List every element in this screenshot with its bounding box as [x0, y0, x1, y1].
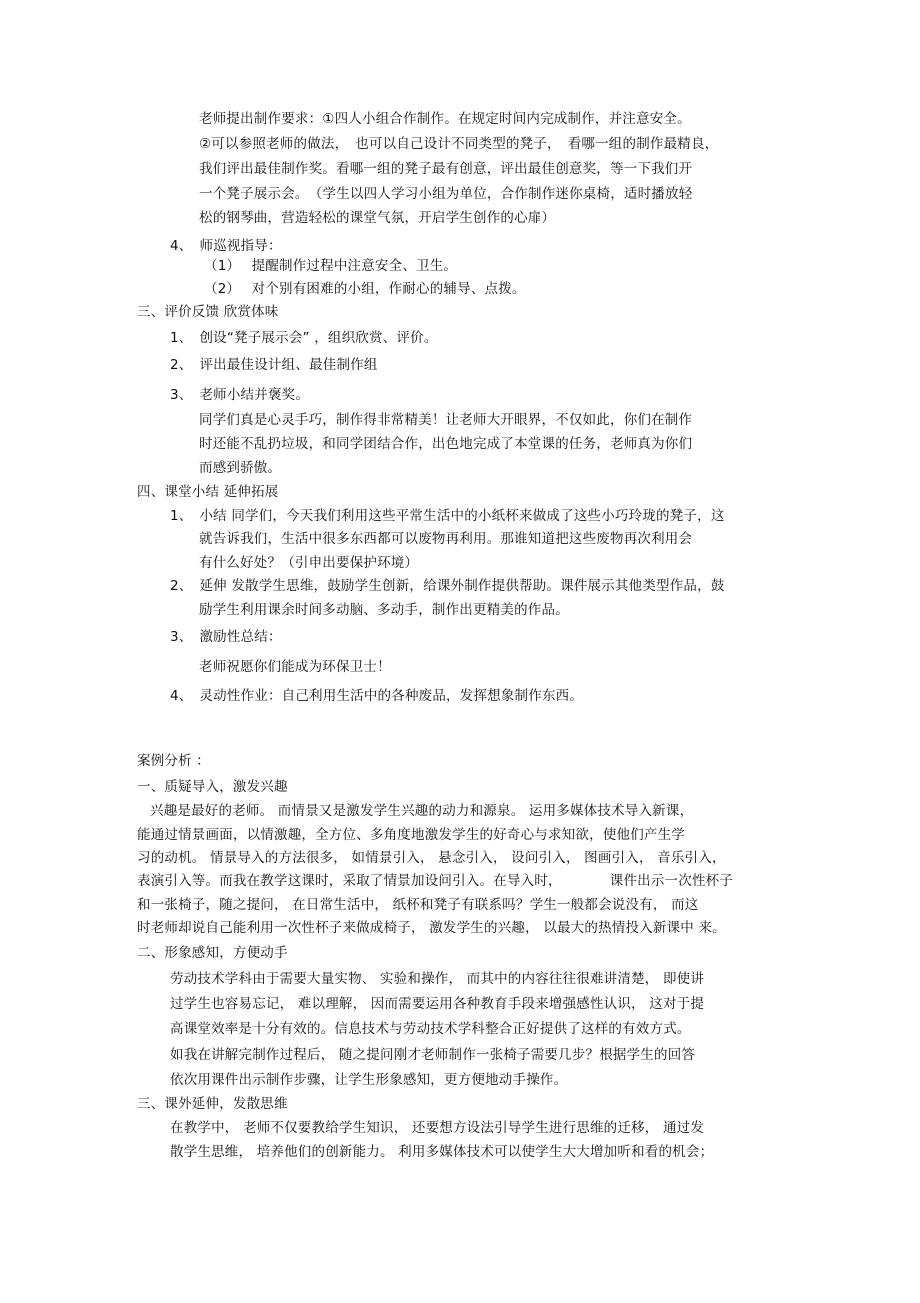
- text-line: 依次用课件出示制作步骤，让学生形象感知，更方便地动手操作。: [170, 1072, 568, 1088]
- text-line: ②可以参照老师的做法， 也可以自己设计不同类型的凳子， 看哪一组的制作最精良，: [199, 136, 719, 152]
- list-item: 2、 评出最佳设计组、最佳制作组: [170, 357, 378, 373]
- list-item: 3、 老师小结并褒奖。: [170, 387, 310, 403]
- text-line: 时还能不乱扔垃圾，和同学团结合作，出色地完成了本堂课的任务，老师真为你们: [199, 436, 693, 452]
- section-heading: 案例分析 ：: [137, 753, 210, 769]
- text-line: 有什么好处？（引申出要保护环境）: [199, 555, 419, 571]
- list-item: （1） 提醒制作过程中注意安全、卫生。: [204, 258, 458, 274]
- section-heading: 二、形象感知，方便动手: [137, 945, 288, 961]
- text-line: 励学生利用课余时间多动脑、多动手，制作出更精美的作品。: [199, 602, 569, 618]
- text-line: 就告诉我们，生活中很多东西都可以废物再利用。那谁知道把这些废物再次利用会: [199, 531, 693, 547]
- text-line: 在教学中， 老师不仅要教给学生知识， 还要想方设法引导学生进行思维的迁移， 通过发: [170, 1120, 705, 1136]
- text-line: 劳动技术学科由于需要大量实物、 实验和操作， 而其中的内容往往很难讲清楚， 即使讲: [170, 971, 705, 987]
- text-line: 散学生思维， 培养他们的创新能力。 利用多媒体技术可以使学生大大增加听和看的机会；: [170, 1144, 714, 1160]
- text-line: 老师提出制作要求：①四人小组合作制作。在规定时间内完成制作，并注意安全。: [199, 111, 691, 127]
- list-item: 4、 师巡视指导：: [170, 238, 282, 254]
- text-line: 我们评出最佳制作奖。看哪一组的凳子最有创意，评出最佳创意奖，等一下我们开: [199, 161, 693, 177]
- text-line: 习的动机。 情景导入的方法很多， 如情景引入， 悬念引入， 设问引入， 图画引入， 音乐引入，: [137, 850, 726, 866]
- text-line: 同学们真是心灵手巧，制作得非常精美！让老师大开眼界，不仅如此，你们在制作: [199, 412, 693, 428]
- text-line: 松的钢琴曲，营造轻松的课堂气氛，开启学生创作的心扉）: [199, 210, 556, 226]
- text-line: 能通过情景画面，以情激趣，全方位、多角度地激发学生的好奇心与求知欲，使他们产生学: [137, 827, 685, 843]
- text-line: 如我在讲解完制作过程后， 随之提问刚才老师制作一张椅子需要几步？根据学生的回答: [170, 1047, 696, 1063]
- text-line: 过学生也容易忘记， 难以理解， 因而需要运用各种教育手段来增强感性认识， 这对于提: [170, 996, 705, 1012]
- section-heading: 三、课外延伸，发散思维: [137, 1096, 288, 1112]
- list-item: （2） 对个别有困难的小组，作耐心的辅导、点拨。: [204, 281, 526, 297]
- section-heading: 一、质疑导入，激发兴趣: [137, 779, 288, 795]
- text-line: 表演引入等。而我在教学这课时，采取了情景加设问引入。在导入时， 课件出示一次性杯子: [137, 873, 734, 889]
- text-line: 高课堂效率是十分有效的。信息技术与劳动技术学科整合正好提供了这样的有效方式。: [170, 1021, 691, 1037]
- text-line: 老师祝愿你们能成为环保卫士！: [199, 659, 391, 675]
- section-heading: 三、评价反馈 欣赏体味: [137, 304, 279, 320]
- list-item: 1、 小结 同学们，今天我们利用这些平常生活中的小纸杯来做成了这些小巧玲珑的凳子，这: [170, 508, 725, 524]
- list-item: 3、 激励性总结：: [170, 629, 282, 645]
- text-line: 一个凳子展示会。 （学生以四人学习小组为单位，合作制作迷你桌椅，适时播放轻: [199, 186, 693, 202]
- text-line: 时老师却说自己能利用一次性杯子来做成椅子， 激发学生的兴趣， 以最大的热情投入新课中 来。: [137, 920, 726, 936]
- text-line: 兴趣是最好的老师。 而情景又是激发学生兴趣的动力和源泉。 运用多媒体技术导入新课，: [150, 803, 694, 819]
- list-item: 4、 灵动性作业：自己利用生活中的各种废品，发挥想象制作东西。: [170, 688, 584, 704]
- text-line: 和一张椅子，随之提问， 在日常生活中， 纸杯和凳子有联系吗？学生一般都会说没有， 而这: [137, 897, 699, 913]
- list-item: 1、 创设“凳子展示会” ，组织欣赏、评价。: [170, 330, 438, 346]
- section-heading: 四、课堂小结 延伸拓展: [137, 484, 279, 500]
- list-item: 2、 延伸 发散学生思维，鼓励学生创新，给课外制作提供帮助。课件展示其他类型作品，鼓: [170, 578, 725, 594]
- text-line: 而感到骄傲。: [199, 460, 282, 476]
